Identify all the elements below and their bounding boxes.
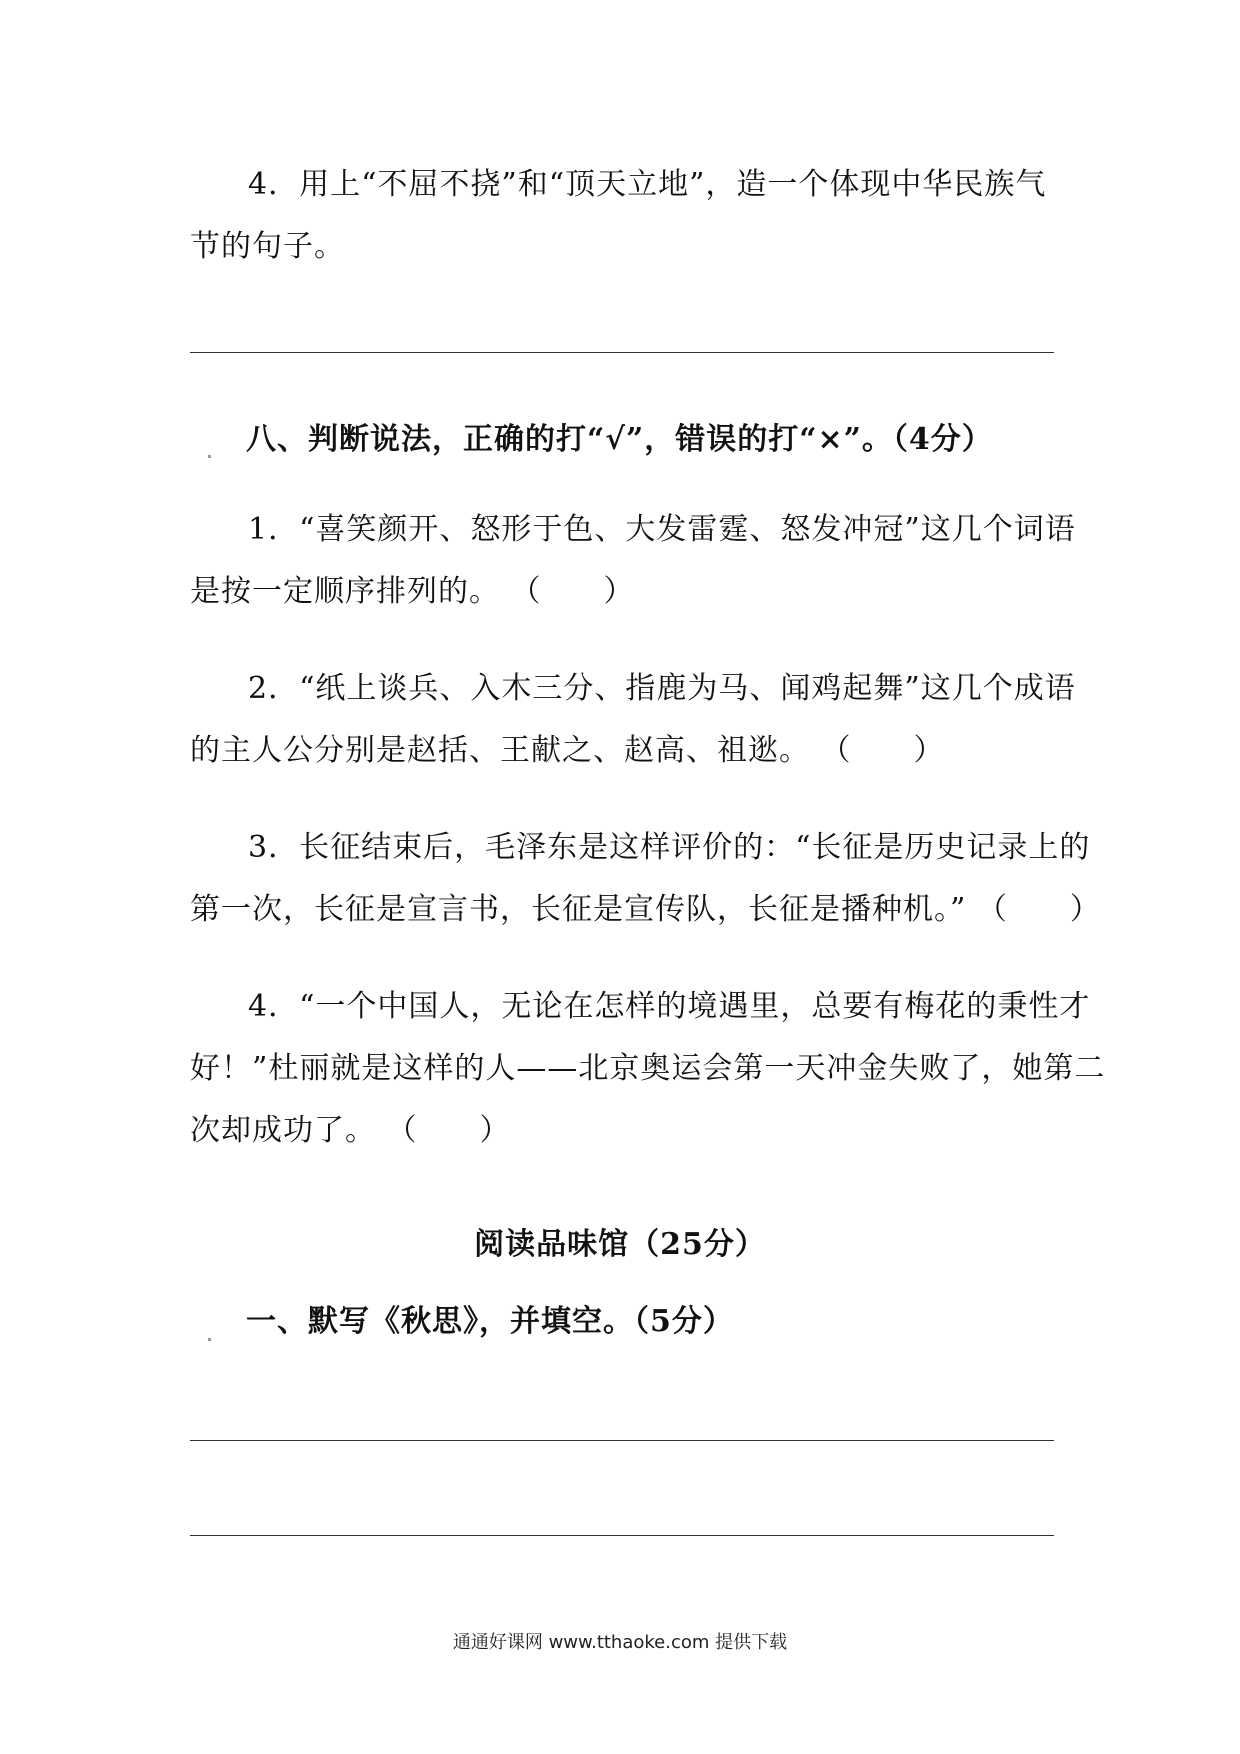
footer-text: 通通好课网 www.tthaoke.com 提供下载 — [452, 1632, 788, 1653]
judge-item-2-line1: 2．“纸上谈兵、入木三分、指鹿为马、闻鸡起舞”这几个成语 — [248, 671, 1076, 706]
judge-item-3 — [190, 826, 1101, 932]
judge-item-1-line2: 是按一定顺序排列的。 （ ） — [190, 574, 635, 609]
q7-item-4-line2: 节的句子。 — [190, 229, 345, 264]
judge-item-2 — [190, 667, 1076, 773]
judge-item-4-line2: 好！”杜丽就是这样的人——北京奥运会第一天冲金失败了，她第二 — [190, 1051, 1106, 1086]
scan-dot — [208, 455, 211, 458]
judge-item-1 — [190, 508, 1076, 614]
judge-item-3-line2: 第一次，长征是宣言书，长征是宣传队，长征是播种机。” （ ） — [190, 892, 1101, 927]
judge-item-1-line1: 1．“喜笑颜开、怒形于色、大发雷霆、怒发冲冠”这几个词语 — [248, 512, 1076, 547]
judge-item-2-line2: 的主人公分别是赵括、王献之、赵高、祖逖。 （ ） — [190, 733, 945, 768]
reading-section-title: 阅读品味馆（25分） — [474, 1227, 766, 1262]
answer-line[interactable] — [190, 352, 1054, 353]
q7-item-4-line1: 4．用上“不屈不挠”和“顶天立地”，造一个体现中华民族气 — [248, 167, 1047, 202]
answer-line[interactable] — [190, 1535, 1054, 1536]
judge-item-3-line1: 3．长征结束后，毛泽东是这样评价的：“长征是历史记录上的 — [248, 830, 1091, 865]
scan-dot — [208, 1338, 211, 1341]
answer-line[interactable] — [190, 1440, 1054, 1441]
judge-item-4-line3: 次却成功了。 （ ） — [190, 1113, 511, 1148]
q7-item-4 — [190, 163, 1060, 269]
judge-item-4-line1: 4．“一个中国人，无论在怎样的境遇里，总要有梅花的秉性才 — [248, 989, 1091, 1024]
section-8-heading: 八、判断说法，正确的打“√”，错误的打“×”。（4分） — [246, 422, 993, 457]
judge-item-4 — [190, 985, 1106, 1153]
reading-section-1-heading: 一、默写《秋思》，并填空。（5分） — [246, 1304, 734, 1339]
